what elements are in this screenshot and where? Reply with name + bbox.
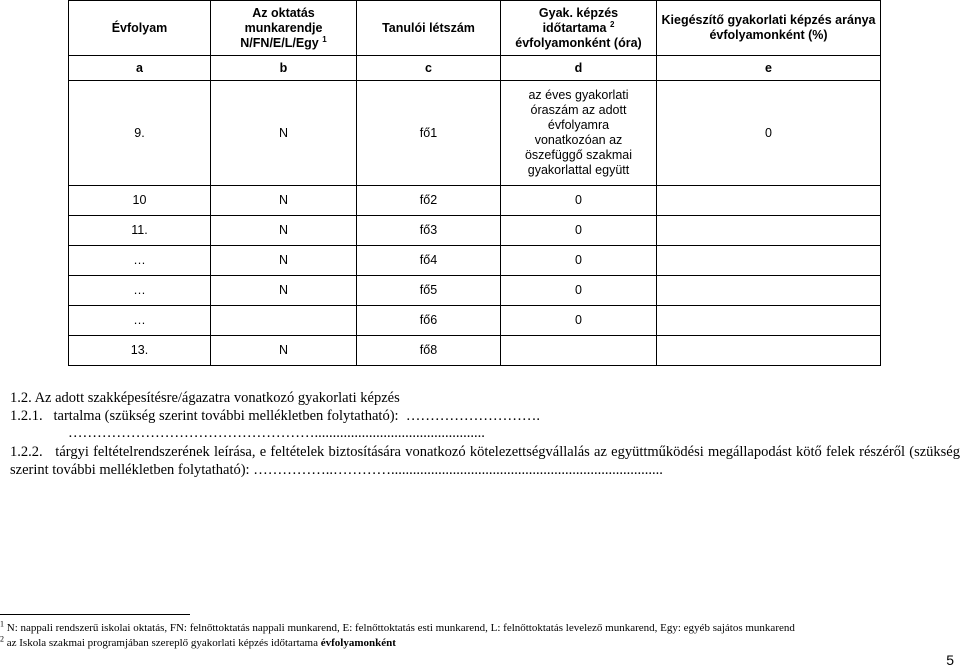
cell-arany — [657, 216, 881, 246]
footnote-1: $^1$ N: nappali rendszerű iskolai oktatás, FN: felnőttoktatás nappali munkarend, E: felnőttoktatás esti munkarend, L: felnőttoktatás levelező munkarend, Egy: egyéb sajátos munkarend — [0, 619, 795, 634]
cell-evfolyam: 13. — [69, 336, 211, 366]
letters-row — [69, 56, 881, 81]
cell-evfolyam: 10 — [69, 186, 211, 216]
letter-d: d — [501, 56, 657, 81]
footnote-ref-1: 1 — [322, 34, 327, 44]
cell-idotartam — [501, 336, 657, 366]
header-idotartam: Gyak. képzés időtartama $^2$ évfolyamonként (óra) — [501, 1, 657, 56]
cell-arany — [657, 246, 881, 276]
cell-letszam: fő3 — [357, 216, 501, 246]
cell-munkarend: N — [211, 216, 357, 246]
footnote-2: $^2$ az Iskola szakmai programjában szereplő gyakorlati képzés időtartama évfolyamonként — [0, 634, 396, 649]
training-table — [68, 0, 881, 366]
cell-letszam: fő1 — [357, 81, 501, 186]
table-row — [69, 186, 881, 216]
header-arany: Kiegészítő gyakorlati képzés aránya évfolyamonként (%) — [657, 1, 881, 56]
paragraph-1 — [10, 407, 540, 425]
header-munkarend: Az oktatás munkarendje N/FN/E/L/Egy $^1$ — [211, 1, 357, 56]
cell-arany — [657, 186, 881, 216]
cell-letszam: fő4 — [357, 246, 501, 276]
table-row — [69, 81, 881, 186]
table-row — [69, 246, 881, 276]
page-number: 5 — [946, 652, 954, 668]
cell-evfolyam: 9. — [69, 81, 211, 186]
cell-arany — [657, 336, 881, 366]
cell-idotartam: az éves gyakorlati óraszám az adott évfolyamra vonatkozóan az öszefüggő szakmai gyakorlattal együtt — [501, 81, 657, 186]
letter-a: a — [69, 56, 211, 81]
letter-b: b — [211, 56, 357, 81]
letter-c: c — [357, 56, 501, 81]
footnote-divider — [0, 614, 190, 615]
paragraph-1-continuation: ……………………………………………............................................... — [68, 425, 485, 441]
paragraph-2-text: tárgyi feltételrendszerének leírása, e feltételek biztosítására vonatkozó kötelezettségvállalás az együttműködési megállapodást kötő felek részéről (szükség szerint további mellékletben folytatható): — [10, 444, 960, 478]
table-row — [69, 306, 881, 336]
cell-evfolyam: … — [69, 276, 211, 306]
cell-munkarend: N — [211, 336, 357, 366]
paragraph-2 — [10, 443, 960, 479]
footnote-ref-2: 2 — [609, 19, 615, 29]
cell-idotartam: 0 — [501, 246, 657, 276]
table-row — [69, 216, 881, 246]
cell-munkarend: N — [211, 246, 357, 276]
cell-arany: 0 — [657, 81, 881, 186]
cell-idotartam: 0 — [501, 276, 657, 306]
paragraph-2-dots: ……………..…………........................................................................... — [253, 462, 663, 478]
paragraph-2-number: 1.2.2. — [10, 444, 43, 460]
paragraph-1-dots: ………………………. — [405, 408, 540, 424]
table-row — [69, 276, 881, 306]
cell-idotartam: 0 — [501, 186, 657, 216]
letter-e: e — [657, 56, 881, 81]
paragraph-1-text: tartalma (szükség szerint további mellékletben folytatható): — [53, 408, 399, 424]
cell-munkarend — [211, 306, 357, 336]
cell-evfolyam: … — [69, 306, 211, 336]
header-evfolyam: Évfolyam — [69, 1, 211, 56]
cell-evfolyam: … — [69, 246, 211, 276]
cell-evfolyam: 11. — [69, 216, 211, 246]
cell-munkarend: N — [211, 81, 357, 186]
paragraph-1-number: 1.2.1. — [10, 408, 43, 424]
header-letszam: Tanulói létszám — [357, 1, 501, 56]
cell-arany — [657, 276, 881, 306]
table-row — [69, 336, 881, 366]
cell-arany — [657, 306, 881, 336]
cell-letszam: fő8 — [357, 336, 501, 366]
cell-munkarend: N — [211, 186, 357, 216]
header-row — [69, 1, 881, 56]
section-heading: 1.2. Az adott szakképesítésre/ágazatra vonatkozó gyakorlati képzés — [10, 390, 400, 406]
cell-letszam: fő2 — [357, 186, 501, 216]
cell-letszam: fő6 — [357, 306, 501, 336]
cell-idotartam: 0 — [501, 306, 657, 336]
cell-letszam: fő5 — [357, 276, 501, 306]
cell-munkarend: N — [211, 276, 357, 306]
cell-idotartam: 0 — [501, 216, 657, 246]
